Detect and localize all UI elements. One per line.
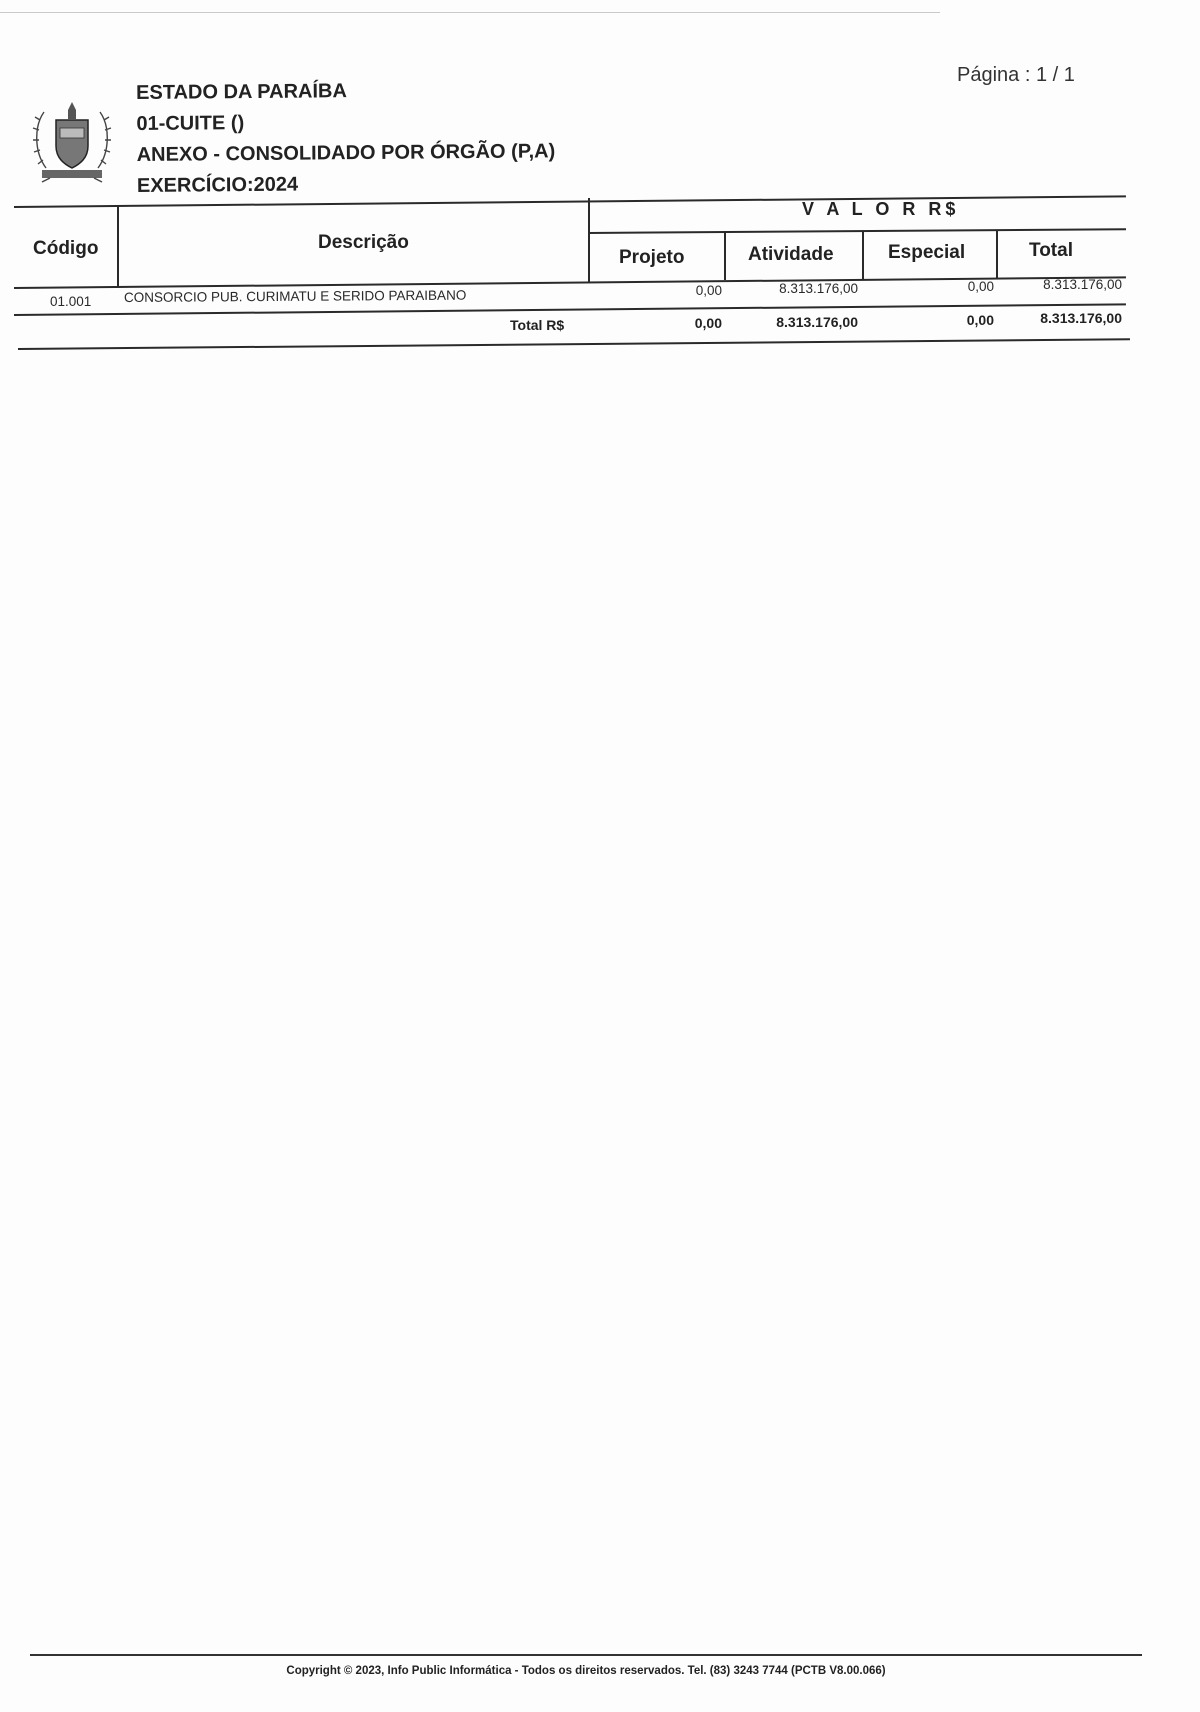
column-group-valor: V A L O R R$ [802, 199, 960, 219]
divider-codigo [117, 206, 119, 288]
header-entity: 01-CUITE () [136, 112, 245, 135]
totals-bottom-rule [18, 338, 1130, 349]
column-header-codigo: Código [33, 238, 99, 259]
row-descricao: CONSORCIO PUB. CURIMATU E SERIDO PARAIBANO [123, 287, 467, 305]
totals-label: Total R$ [510, 317, 565, 333]
row-projeto: 0,00 [695, 283, 722, 298]
report-header [136, 74, 556, 202]
row-codigo: 01.001 [50, 294, 92, 309]
state-coat-of-arms-icon [30, 98, 114, 184]
scan-edge-line [0, 12, 940, 13]
totals-total: 8.313.176,00 [1040, 310, 1122, 326]
header-state: ESTADO DA PARAÍBA [136, 80, 347, 104]
row-total: 8.313.176,00 [1043, 277, 1122, 292]
column-header-total: Total [1029, 240, 1073, 261]
divider-especial [996, 230, 998, 278]
totals-especial: 0,00 [966, 312, 994, 328]
column-header-projeto: Projeto [619, 247, 685, 268]
row-atividade: 8.313.176,00 [779, 281, 858, 296]
column-header-descricao: Descrição [318, 232, 409, 253]
row-especial: 0,00 [967, 279, 994, 294]
column-header-atividade: Atividade [748, 244, 834, 265]
header-fiscal-year: EXERCÍCIO:2024 [136, 173, 299, 197]
totals-atividade: 8.313.176,00 [776, 314, 858, 330]
totals-projeto: 0,00 [694, 315, 722, 331]
divider-atividade [862, 232, 864, 280]
footer-copyright: Copyright © 2023, Info Public Informática - Todos os direitos reservados. Tel. (83) 3243 7744 (PCTB V8.00.066) [286, 1665, 886, 1677]
column-header-especial: Especial [888, 242, 966, 263]
divider-projeto [724, 232, 726, 280]
divider-descricao [588, 198, 590, 282]
header-report-title: ANEXO - CONSOLIDADO POR ÓRGÃO (P,A) [136, 140, 556, 166]
footer-rule [30, 1654, 1142, 1656]
page-number: Página : 1 / 1 [957, 64, 1075, 86]
valor-sub-rule [588, 228, 1126, 233]
